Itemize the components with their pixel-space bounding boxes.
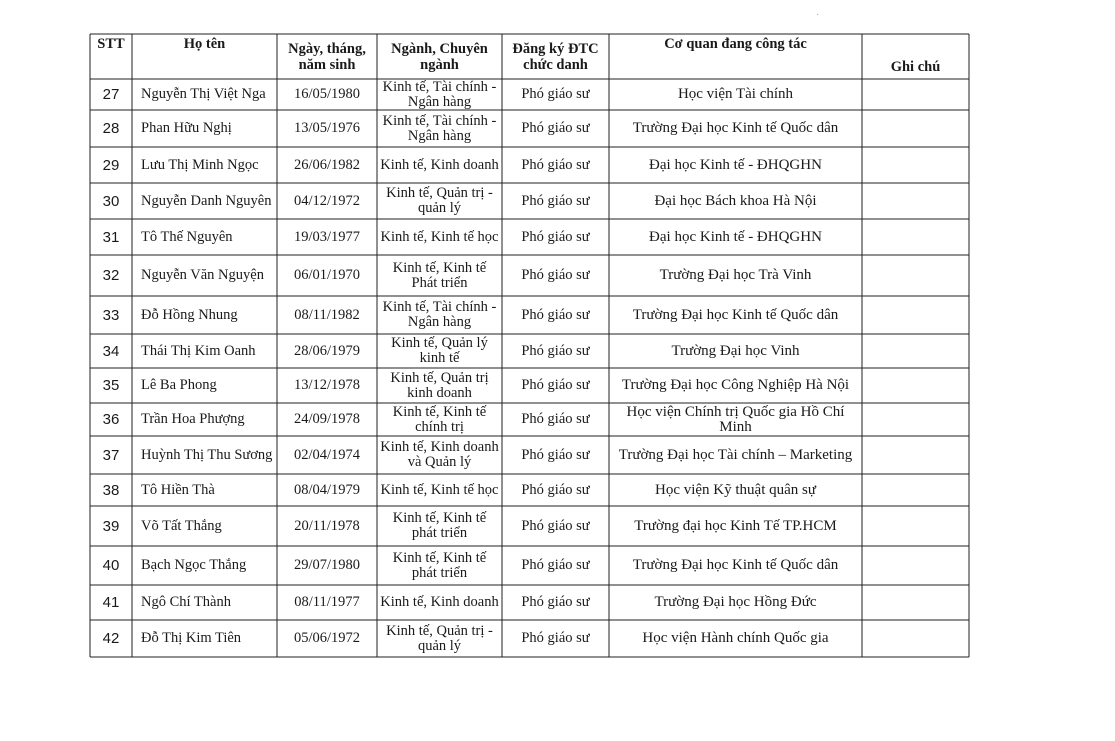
cell-stt: 39: [102, 517, 120, 535]
cell-field: Kinh tế, Kinh tế phát triển: [392, 549, 487, 581]
cell-org: Học viện Chính trị Quốc gia Hồ Chí Minh: [626, 403, 845, 435]
cell-dob: 06/01/1970: [293, 267, 361, 283]
cell-dob: 20/11/1978: [294, 517, 360, 534]
cell-title: Phó giáo sư: [521, 342, 590, 359]
cell-note: [862, 403, 969, 436]
cell-name: Nguyễn Văn Nguyện: [141, 267, 264, 283]
cell-title: Phó giáo sư: [521, 557, 590, 573]
cell-title: Phó giáo sư: [521, 411, 590, 427]
cell-title: Phó giáo sư: [521, 267, 590, 283]
cell-field: Kinh tế, Kinh doanh: [380, 594, 499, 610]
cell-org: Đại học Bách khoa Hà Nội: [654, 192, 817, 209]
cell-field: Kinh tế, Quản lý kinh tế: [391, 335, 488, 366]
cell-stt: 37: [102, 446, 120, 464]
cell-org: Trường Đại học Kinh tế Quốc dân: [632, 306, 839, 323]
cell-stt: 31: [102, 228, 120, 246]
cell-stt: 29: [102, 156, 120, 174]
cell-field: Kinh tế, Kinh doanh và Quản lý: [380, 439, 499, 470]
cell-dob: 26/06/1982: [293, 156, 361, 173]
cell-name: Võ Tất Thắng: [141, 517, 222, 534]
cell-title: Phó giáo sư: [521, 594, 590, 610]
cell-stt: 30: [102, 192, 120, 210]
cell-note: [862, 183, 969, 219]
cell-field: Kinh tế, Tài chính - Ngân hàng: [382, 78, 497, 110]
cell-name: Phan Hữu Nghị: [141, 120, 232, 136]
cell-note: [862, 474, 969, 506]
cell-stt: 40: [102, 557, 120, 574]
cell-org: Trường Đại học Trà Vinh: [659, 267, 812, 283]
cell-name: Đỗ Hồng Nhung: [141, 306, 238, 323]
header-ho-ten: Họ tên: [183, 36, 226, 52]
cell-field: Kinh tế, Tài chính - Ngân hàng: [382, 299, 497, 330]
cell-note: [862, 620, 969, 657]
cell-title: Phó giáo sư: [521, 481, 590, 498]
cell-org: Đại học Kinh tế - ĐHQGHN: [649, 156, 822, 173]
header-ghi-chu: Ghi chú: [890, 59, 941, 75]
cell-title: Phó giáo sư: [521, 446, 590, 463]
cell-org: Học viện Hành chính Quốc gia: [642, 630, 829, 646]
cell-name: Thái Thị Kim Oanh: [141, 342, 256, 359]
cell-field: Kinh tế, Kinh tế chính trị: [392, 403, 487, 435]
cell-name: Ngô Chí Thành: [141, 594, 231, 610]
cell-note: [862, 546, 969, 585]
cell-dob: 08/11/1977: [294, 594, 360, 610]
cell-name: Nguyễn Danh Nguyên: [141, 192, 272, 209]
cell-dob: 08/04/1979: [293, 481, 361, 498]
cell-title: Phó giáo sư: [521, 630, 590, 646]
cell-note: [862, 506, 969, 546]
cell-org: Học viện Kỹ thuật quân sự: [654, 481, 816, 498]
cell-stt: 36: [102, 411, 120, 428]
cell-name: Bạch Ngọc Thắng: [141, 557, 247, 573]
cell-dob: 19/03/1977: [293, 228, 361, 245]
cell-name: Đỗ Thị Kim Tiên: [141, 630, 242, 646]
cell-title: Phó giáo sư: [521, 156, 590, 173]
cell-field: Kinh tế, Tài chính - Ngân hàng: [382, 112, 497, 144]
cell-dob: 08/11/1982: [294, 306, 360, 323]
cell-org: Trường Đại học Công Nghiệp Hà Nội: [621, 377, 850, 393]
cell-name: Lưu Thị Minh Ngọc: [141, 156, 259, 173]
cell-stt: 41: [102, 594, 120, 611]
cell-stt: 32: [102, 267, 120, 284]
cell-org: Trường Đại học Vinh: [671, 342, 800, 359]
cell-stt: 38: [102, 481, 120, 499]
cell-dob: 13/12/1978: [293, 377, 361, 393]
cell-name: Trần Hoa Phượng: [141, 411, 245, 427]
cell-name: Tô Thế Nguyên: [141, 228, 233, 245]
cell-dob: 28/06/1979: [293, 342, 361, 359]
cell-note: [862, 219, 969, 255]
cell-dob: 02/04/1974: [293, 446, 361, 463]
cell-stt: 42: [102, 630, 120, 647]
corner-mark: ·: [816, 10, 820, 21]
cell-dob: 29/07/1980: [293, 557, 361, 573]
cell-title: Phó giáo sư: [521, 192, 590, 209]
cell-field: Kinh tế, Kinh tế học: [380, 481, 499, 498]
cell-stt: 27: [102, 86, 120, 103]
cell-name: Huỳnh Thị Thu Sương: [141, 446, 273, 463]
cell-name: Tô Hiền Thà: [141, 481, 215, 498]
cell-field: Kinh tế, Kinh tế Phát triển: [392, 259, 487, 291]
cell-field: Kinh tế, Kinh tế học: [380, 228, 499, 245]
cell-note: [862, 147, 969, 183]
cell-dob: 05/06/1972: [293, 630, 361, 646]
cell-title: Phó giáo sư: [521, 86, 590, 102]
cell-name: Nguyễn Thị Việt Nga: [141, 86, 266, 102]
cell-dob: 16/05/1980: [293, 86, 361, 102]
cell-title: Phó giáo sư: [521, 306, 590, 323]
cell-org: Trường đại học Kinh Tế TP.HCM: [634, 517, 837, 534]
cell-note: [862, 334, 969, 368]
cell-field: Kinh tế, Quản trị - quản lý: [386, 185, 493, 216]
cell-field: Kinh tế, Quản trị - quản lý: [386, 622, 493, 654]
cell-stt: 33: [102, 306, 120, 324]
cell-field: Kinh tế, Quản trị kinh doanh: [390, 369, 489, 401]
cell-org: Học viện Tài chính: [677, 86, 794, 102]
cell-stt: 35: [102, 377, 120, 394]
header-ngay-sinh: Ngày, tháng, năm sinh: [288, 40, 366, 73]
header-dang-ky: Đăng ký ĐTC chức danh: [512, 40, 599, 73]
cell-org: Trường Đại học Hồng Đức: [654, 594, 817, 610]
header-co-quan: Cơ quan đang công tác: [664, 36, 807, 52]
cell-name: Lê Ba Phong: [141, 377, 217, 393]
cell-field: Kinh tế, Kinh tế phát triển: [392, 510, 487, 541]
cell-note: [862, 79, 969, 110]
cell-dob: 04/12/1972: [293, 192, 361, 209]
cell-title: Phó giáo sư: [521, 228, 590, 245]
cell-stt: 28: [102, 120, 120, 137]
cell-field: Kinh tế, Kinh doanh: [380, 156, 499, 173]
cell-org: Trường Đại học Kinh tế Quốc dân: [632, 557, 839, 573]
cell-stt: 34: [102, 342, 120, 360]
cell-note: [862, 436, 969, 474]
cell-note: [862, 296, 969, 334]
cell-note: [862, 368, 969, 403]
cell-title: Phó giáo sư: [521, 377, 590, 393]
header-nganh: Ngành, Chuyên ngành: [391, 40, 488, 73]
cell-org: Trường Đại học Tài chính – Marketing: [618, 446, 853, 463]
cell-title: Phó giáo sư: [521, 120, 590, 136]
cell-note: [862, 255, 969, 296]
cell-note: [862, 585, 969, 620]
cell-title: Phó giáo sư: [521, 517, 590, 534]
cell-note: [862, 110, 969, 147]
cell-dob: 13/05/1976: [293, 120, 361, 136]
cell-dob: 24/09/1978: [293, 411, 361, 427]
header-stt: STT: [97, 36, 125, 52]
cell-org: Trường Đại học Kinh tế Quốc dân: [632, 120, 839, 136]
cell-org: Đại học Kinh tế - ĐHQGHN: [649, 228, 822, 245]
